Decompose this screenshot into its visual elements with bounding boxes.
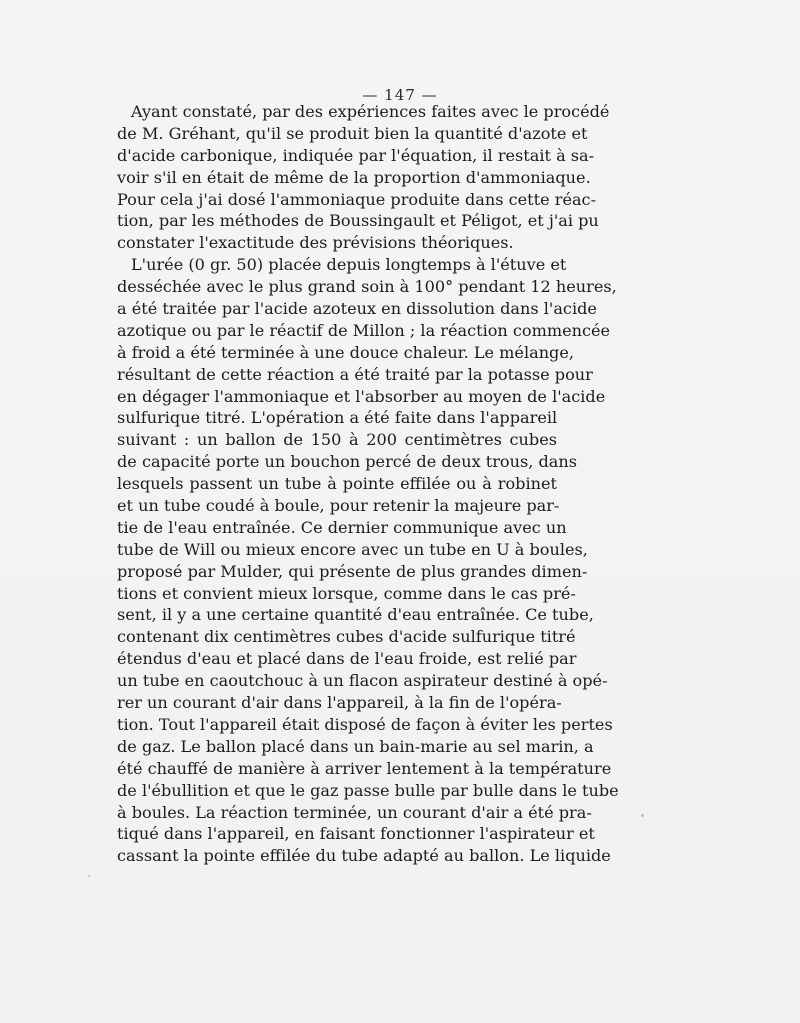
text-line: rer un courant d'air dans l'appareil, à la fin de l'opéra- bbox=[117, 693, 562, 713]
text-line: résultant de cette réaction a été traité par la potasse pour bbox=[117, 364, 593, 384]
text-line: suivant : un ballon de 150 à 200 centimètres cubes bbox=[117, 430, 557, 450]
text-line: desséchée avec le plus grand soin à 100° pendant 12 heures, bbox=[117, 277, 617, 297]
text-line: tion, par les méthodes de Boussingault et Péligot, et j'ai pu bbox=[117, 211, 599, 231]
text-line: de l'ébullition et que le gaz passe bulle par bulle dans le tube bbox=[117, 780, 619, 800]
text-line: tions et convient mieux lorsque, comme dans le cas pré- bbox=[117, 583, 576, 603]
text-line: azotique ou par le réactif de Millon ; la réaction commencée bbox=[117, 320, 611, 340]
text-line: tie de l'eau entraînée. Ce dernier communique avec un bbox=[117, 517, 567, 537]
text-line: de gaz. Le ballon placé dans un bain-marie au sel marin, a bbox=[117, 736, 594, 756]
text-line: proposé par Mulder, qui présente de plus grandes dimen- bbox=[117, 561, 588, 581]
text-line: tube de Will ou mieux encore avec un tube en U à boules, bbox=[117, 539, 588, 559]
text-line: à boules. La réaction terminée, un courant d'air a été pra- bbox=[117, 802, 592, 822]
text-line: a été traitée par l'acide azoteux en dissolution dans l'acide bbox=[117, 299, 597, 319]
body-text bbox=[117, 101, 619, 867]
text-line: lesquels passent un tube à pointe effilée ou à robinet bbox=[117, 474, 557, 494]
text-line: L'urée (0 gr. 50) placée depuis longtemps à l'étuve et bbox=[131, 255, 567, 275]
text-line: cassant la pointe effilée du tube adapté au ballon. Le liquide bbox=[117, 846, 611, 866]
text-line: de M. Gréhant, qu'il se produit bien la quantité d'azote et bbox=[117, 123, 588, 143]
text-line: sent, il y a une certaine quantité d'eau entraînée. Ce tube, bbox=[117, 605, 594, 625]
text-line: d'acide carbonique, indiquée par l'équation, il restait à sa- bbox=[117, 145, 595, 165]
page-number: — 147 — bbox=[362, 86, 438, 104]
text-line: voir s'il en était de même de la proportion d'ammoniaque. bbox=[117, 167, 591, 187]
text-line: un tube en caoutchouc à un flacon aspirateur destiné à opé- bbox=[117, 671, 608, 691]
paper-speck bbox=[641, 814, 644, 817]
text-line: sulfurique titré. L'opération a été faite dans l'appareil bbox=[117, 408, 558, 428]
text-line: été chauffé de manière à arriver lentement à la température bbox=[117, 758, 612, 778]
text-line: de capacité porte un bouchon percé de deux trous, dans bbox=[117, 452, 577, 472]
text-line: contenant dix centimètres cubes d'acide sulfurique titré bbox=[117, 627, 576, 647]
paper-speck bbox=[88, 875, 90, 877]
text-line: et un tube coudé à boule, pour retenir la majeure par- bbox=[117, 496, 560, 516]
text-line: tiqué dans l'appareil, en faisant fonctionner l'aspirateur et bbox=[117, 824, 595, 844]
text-line: tion. Tout l'appareil était disposé de façon à éviter les pertes bbox=[117, 714, 613, 734]
text-line: Ayant constaté, par des expériences faites avec le procédé bbox=[131, 102, 610, 121]
text-line: étendus d'eau et placé dans de l'eau froide, est relié par bbox=[117, 649, 577, 669]
text-line: constater l'exactitude des prévisions théoriques. bbox=[117, 233, 514, 253]
text-line: Pour cela j'ai dosé l'ammoniaque produite dans cette réac- bbox=[117, 189, 597, 209]
text-line: en dégager l'ammoniaque et l'absorber au moyen de l'acide bbox=[117, 386, 606, 406]
text-line: à froid a été terminée à une douce chaleur. Le mélange, bbox=[117, 342, 574, 362]
